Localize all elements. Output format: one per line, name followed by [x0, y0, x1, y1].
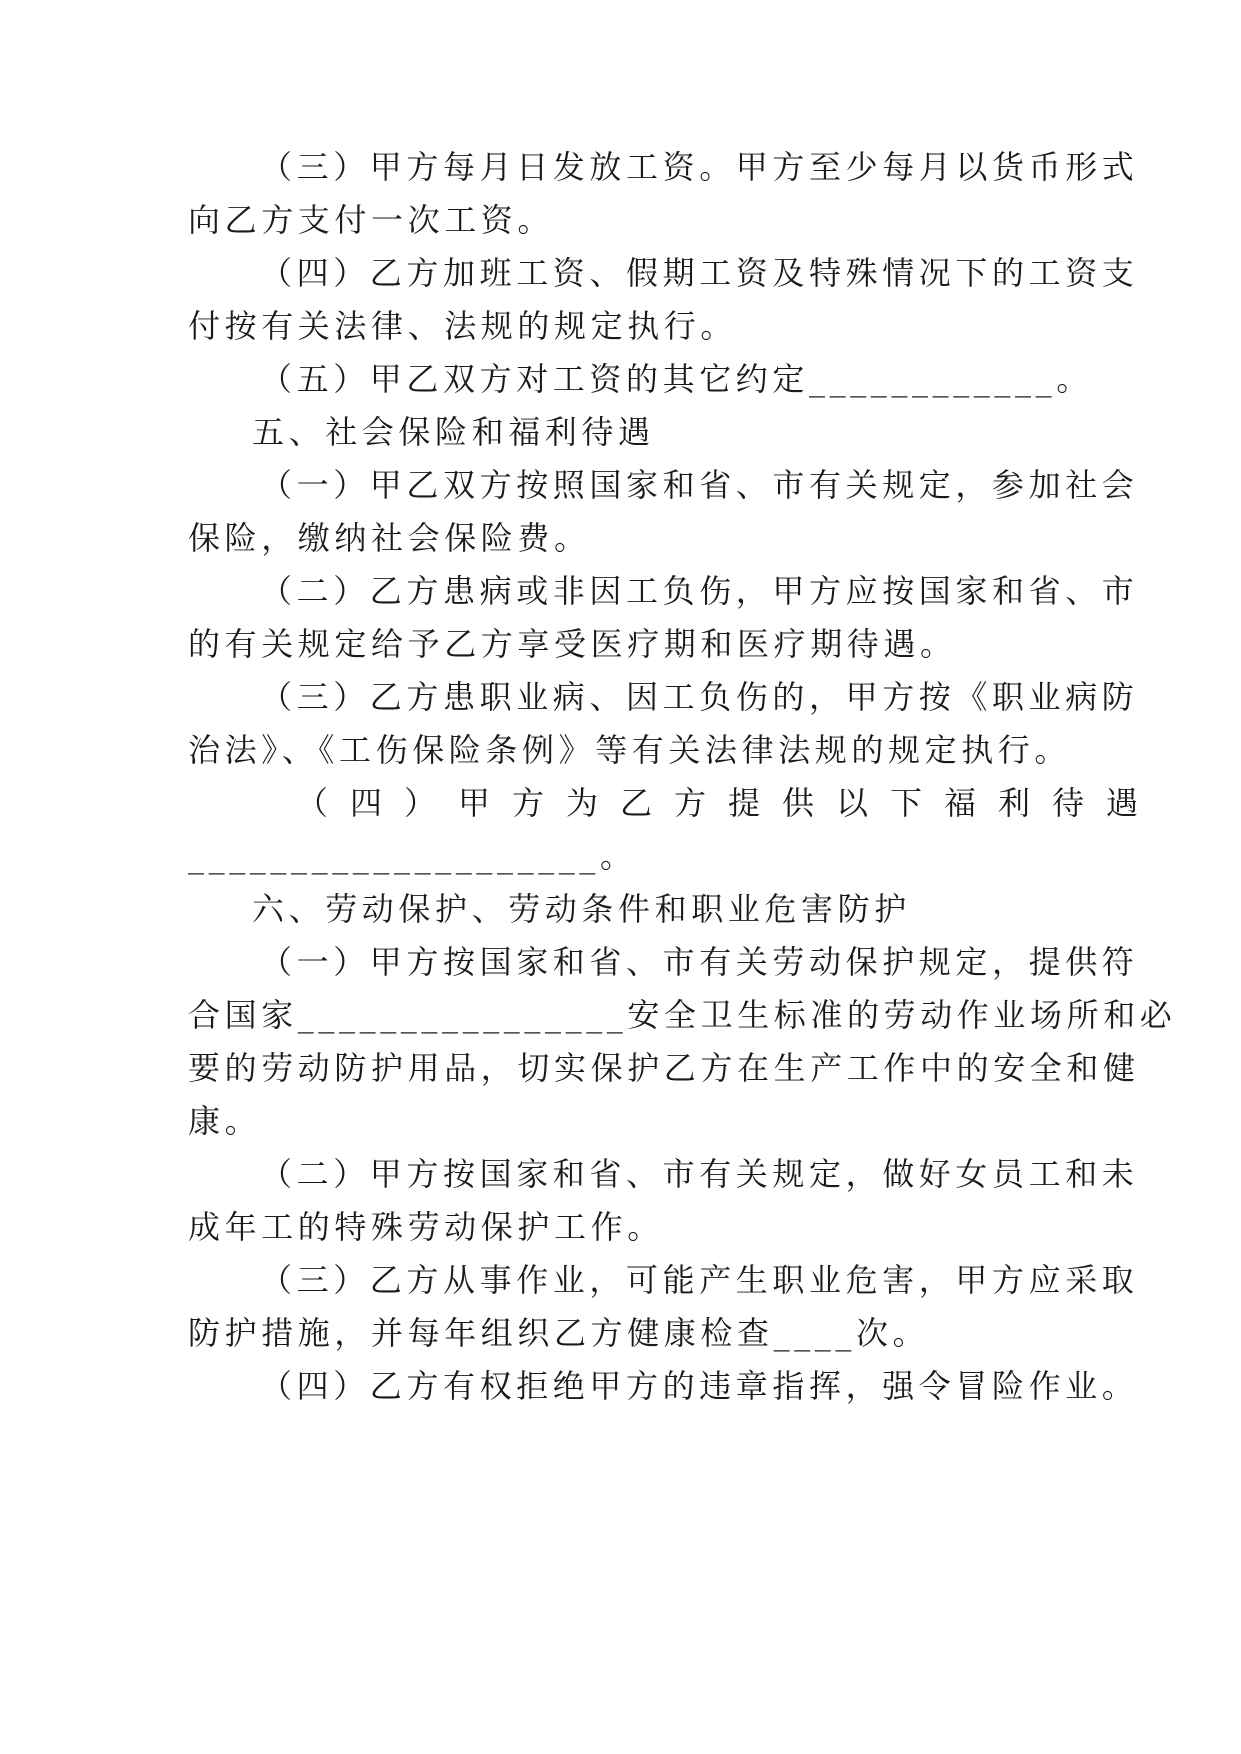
text-line: 康。 [188, 1102, 262, 1140]
text-line: （四）乙方有权拒绝甲方的违章指挥，强令冒险作业。 [260, 1367, 1139, 1405]
text-line: 要的劳动防护用品，切实保护乙方在生产工作中的安全和健 [188, 1049, 1140, 1087]
text-line: （五）甲乙双方对工资的其它约定____________。 [260, 360, 1093, 398]
text-line: 向乙方支付一次工资。 [188, 201, 555, 239]
text-line: 治法》、《工伤保险条例》等有关法律法规的规定执行。 [188, 731, 1072, 769]
section-heading: 六、劳动保护、劳动条件和职业危害防护 [252, 890, 911, 928]
text-line: 成年工的特殊劳动保护工作。 [188, 1208, 664, 1246]
text-line: （三）甲方每月日发放工资。甲方至少每月以货币形式 [260, 148, 1139, 186]
text-line: （三）乙方从事作业，可能产生职业危害，甲方应采取 [260, 1261, 1139, 1299]
text-line: （二）甲方按国家和省、市有关规定，做好女员工和未 [260, 1155, 1139, 1193]
text-line: （三）乙方患职业病、因工负伤的，甲方按《职业病防 [260, 678, 1139, 716]
text-line: 保险，缴纳社会保险费。 [188, 519, 591, 557]
text-line: 合国家________________安全卫生标准的劳动作业场所和必 [188, 996, 1177, 1034]
text-line: ____________________。 [188, 837, 637, 875]
text-line: （一）甲乙双方按照国家和省、市有关规定，参加社会 [260, 466, 1139, 504]
text-line: （四）乙方加班工资、假期工资及特殊情况下的工资支 [260, 254, 1139, 292]
text-line: 的有关规定给予乙方享受医疗期和医疗期待遇。 [188, 625, 957, 663]
text-line: 防护措施，并每年组织乙方健康检查____次。 [188, 1314, 930, 1352]
text-line: （四）甲方为乙方提供以下福利待遇 [296, 784, 1161, 822]
text-line: （二）乙方患病或非因工负伤，甲方应按国家和省、市 [260, 572, 1139, 610]
text-line: 付按有关法律、法规的规定执行。 [188, 307, 738, 345]
text-line: （一）甲方按国家和省、市有关劳动保护规定，提供符 [260, 943, 1139, 981]
section-heading: 五、社会保险和福利待遇 [252, 413, 655, 451]
